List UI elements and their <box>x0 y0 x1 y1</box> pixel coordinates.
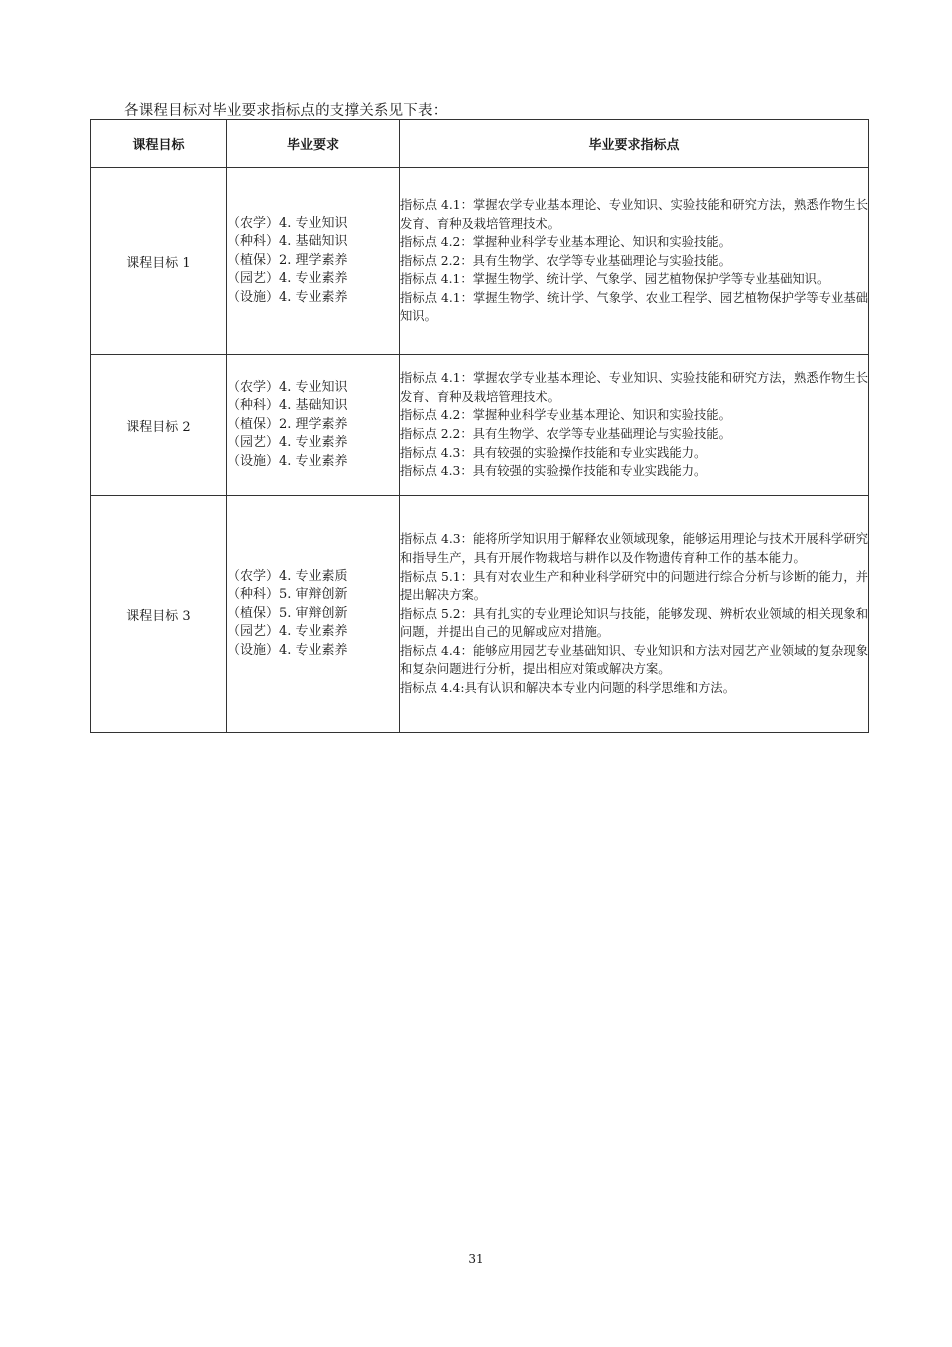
requirement-line: （种科）5. 审辩创新 <box>227 587 348 603</box>
requirement-line: （园艺）4. 专业素养 <box>227 435 348 451</box>
indicator-item: 指标点 5.1：具有对农业生产和种业科学研究中的问题进行综合分析与诊断的能力，并提出解决方案。 <box>400 569 868 603</box>
requirement-line: （农学）4. 专业知识 <box>227 379 348 395</box>
header-course-goal: 课程目标 <box>91 120 227 168</box>
requirement-cell <box>227 496 400 733</box>
indicator-item: 指标点 4.1：掌握生物学、统计学、气象学、园艺植物保护学等专业基础知识。 <box>400 272 830 287</box>
requirement-line: （植保）2. 理学素养 <box>227 416 348 432</box>
intro-text: 各课程目标对毕业要求指标点的支撑关系见下表： <box>124 103 448 119</box>
requirement-line: （农学）4. 专业知识 <box>227 215 348 231</box>
requirement-line: （设施）4. 专业素养 <box>227 289 348 305</box>
indicator-cell <box>400 496 869 733</box>
indicator-item: 指标点 4.1：掌握农学专业基本理论、专业知识、实验技能和研究方法，熟悉作物生长发育、育种及栽培管理技术。 <box>400 197 868 231</box>
indicator-item: 指标点 4.3：具有较强的实验操作技能和专业实践能力。 <box>400 464 707 479</box>
requirement-line: （设施）4. 专业素养 <box>227 453 348 469</box>
indicator-item: 指标点 4.3：具有较强的实验操作技能和专业实践能力。 <box>400 445 707 460</box>
header-graduation-requirement: 毕业要求 <box>227 120 400 168</box>
indicator-item: 指标点 4.1：掌握农学专业基本理论、专业知识、实验技能和研究方法，熟悉作物生长发育、育种及栽培管理技术。 <box>400 371 868 404</box>
page-number: 31 <box>468 1252 484 1266</box>
table-row <box>91 355 869 496</box>
indicator-item: 指标点 4.3：能将所学知识用于解释农业领域现象，能够运用理论与技术开展科学研究和指导生产，具有开展作物栽培与耕作以及作物遗传育种工作的基本能力。 <box>400 532 868 565</box>
indicator-cell <box>400 355 869 496</box>
requirement-line: （设施）4. 专业素养 <box>227 642 348 658</box>
requirement-line: （植保）2. 理学素养 <box>227 252 348 268</box>
course-goal-cell: 课程目标 2 <box>91 355 227 496</box>
indicator-item: 指标点 4.2：掌握种业科学专业基本理论、知识和实验技能。 <box>400 235 731 250</box>
table-row <box>91 496 869 733</box>
course-goal-cell: 课程目标 3 <box>91 496 227 733</box>
requirement-cell <box>227 355 400 496</box>
indicator-cell <box>400 168 869 355</box>
header-indicator: 毕业要求指标点 <box>400 120 869 168</box>
indicator-item: 指标点 2.2：具有生物学、农学等专业基础理论与实验技能。 <box>400 253 731 268</box>
requirement-cell <box>227 168 400 355</box>
requirement-line: （种科）4. 基础知识 <box>227 398 348 414</box>
indicator-item: 指标点 4.2：掌握种业科学专业基本理论、知识和实验技能。 <box>400 408 731 423</box>
indicator-item: 指标点 2.2：具有生物学、农学等专业基础理论与实验技能。 <box>400 427 731 441</box>
table-row <box>91 168 869 355</box>
indicator-item: 指标点 5.2：具有扎实的专业理论知识与技能，能够发现、辨析农业领域的相关现象和问题，并提出自己的见解或应对措施。 <box>400 606 868 640</box>
requirement-line: （园艺）4. 专业素养 <box>227 271 348 287</box>
requirement-line: （种科）4. 基础知识 <box>227 234 348 250</box>
table-header-row <box>91 120 869 168</box>
indicator-item: 指标点 4.4:具有认识和解决本专业内问题的科学思维和方法。 <box>400 681 736 696</box>
course-goal-cell: 课程目标 1 <box>91 168 227 355</box>
requirement-line: （植保）5. 审辩创新 <box>227 605 348 621</box>
indicator-item: 指标点 4.4：能够应用园艺专业基础知识、专业知识和方法对园艺产业领域的复杂现象和复杂问题进行分析，提出相应对策或解决方案。 <box>400 643 868 677</box>
support-table <box>90 119 869 733</box>
indicator-item: 指标点 4.1：掌握生物学、统计学、气象学、农业工程学、园艺植物保护学等专业基础知识。 <box>400 290 868 324</box>
requirement-line: （农学）4. 专业素质 <box>227 568 348 584</box>
requirement-line: （园艺）4. 专业素养 <box>227 624 348 640</box>
